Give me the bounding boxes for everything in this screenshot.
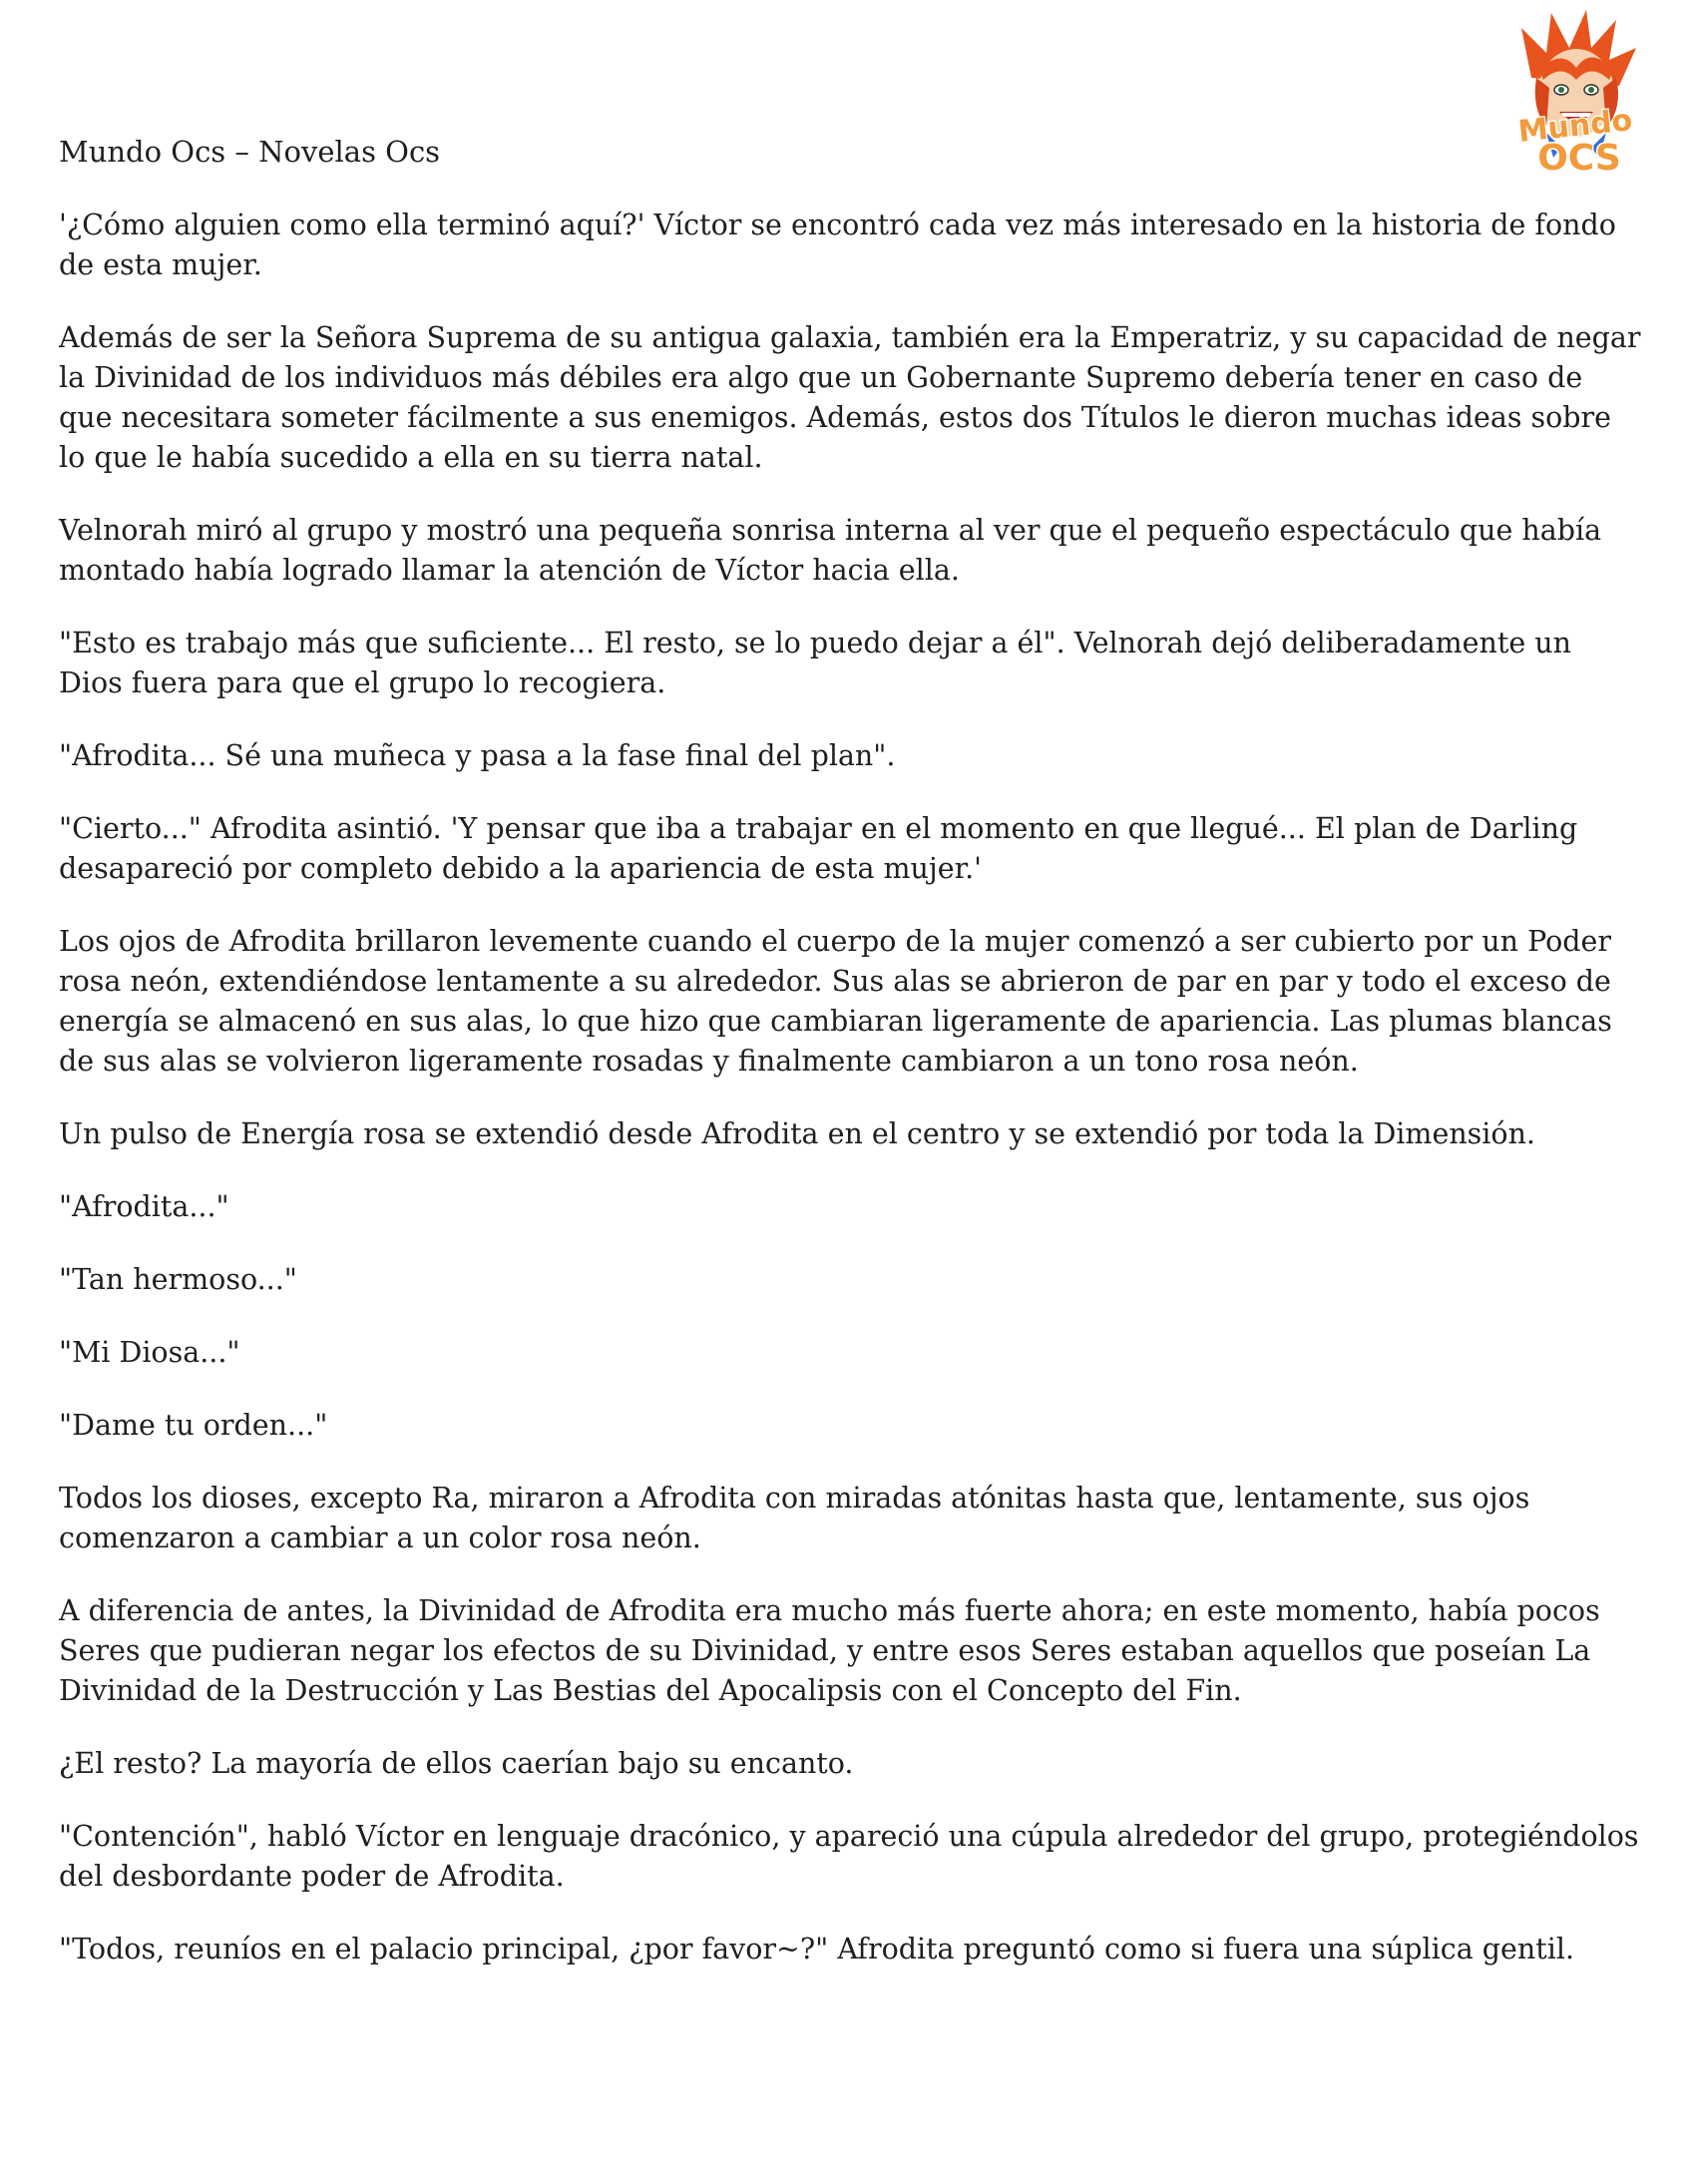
paragraph: Todos los dioses, excepto Ra, miraron a Afrodita con miradas atónitas hasta que, lentamente, sus ojos comenzaron a cambiar a un color rosa neón. bbox=[59, 1482, 1530, 1554]
paragraph: "Esto es trabajo más que suficiente... El resto, se lo puedo dejar a él". Velnorah dejó deliberadamente un Dios fuera para que el grupo lo recogiera. bbox=[59, 627, 1571, 699]
paragraph: "Afrodita..." bbox=[59, 1190, 229, 1223]
paragraph: "Cierto..." Afrodita asintió. 'Y pensar que iba a trabajar en el momento en que llegué... El plan de Darling desapareció por completo debido a la apariencia de esta mujer.' bbox=[59, 812, 1578, 885]
mundo-ocs-logo bbox=[1491, 8, 1661, 183]
document-header: Mundo Ocs – Novelas Ocs bbox=[59, 135, 441, 169]
paragraph: ¿El resto? La mayoría de ellos caerían bajo su encanto. bbox=[59, 1747, 854, 1780]
paragraph: "Afrodita... Sé una muñeca y pasa a la fase final del plan". bbox=[59, 739, 896, 772]
paragraph: Velnorah miró al grupo y mostró una pequeña sonrisa interna al ver que el pequeño espectáculo que había montado había logrado llamar la atención de Víctor hacia ella. bbox=[59, 514, 1602, 587]
paragraph: '¿Cómo alguien como ella terminó aquí?' Víctor se encontró cada vez más interesado en la historia de fondo de esta mujer. bbox=[59, 209, 1616, 281]
paragraph: "Todos, reuníos en el palacio principal, ¿por favor~?" Afrodita preguntó como si fuera una súplica gentil. bbox=[59, 1933, 1575, 1966]
mascot-logo-icon bbox=[1491, 8, 1661, 183]
paragraph: Además de ser la Señora Suprema de su antigua galaxia, también era la Emperatriz, y su capacidad de negar la Divinidad de los individuos más débiles era algo que un Gobernante Supremo debería tener en caso de que necesitara someter fácilmente a sus enemigos. Además, estos dos Títulos le dieron muchas ideas sobre lo que le había sucedido a ella en su tierra natal. bbox=[59, 321, 1641, 474]
paragraph: "Tan hermoso..." bbox=[59, 1263, 297, 1296]
paragraph: "Dame tu orden..." bbox=[59, 1409, 328, 1442]
paragraph: Un pulso de Energía rosa se extendió desde Afrodita en el centro y se extendió por toda la Dimensión. bbox=[59, 1117, 1535, 1150]
paragraph: Los ojos de Afrodita brillaron levemente cuando el cuerpo de la mujer comenzó a ser cubierto por un Poder rosa neón, extendiéndose lentamente a su alrededor. Sus alas se abrieron de par en par y todo el exceso de energía se almacenó en sus alas, lo que hizo que cambiaran ligeramente de apariencia. Las plumas blancas de sus alas se volvieron ligeramente rosadas y finalmente cambiaron a un tono rosa neón. bbox=[59, 925, 1612, 1078]
paragraph: A diferencia de antes, la Divinidad de Afrodita era mucho más fuerte ahora; en este momento, había pocos Seres que pudieran negar los efectos de su Divinidad, y entre esos Seres estaban aquellos que poseían La Divinidad de la Destrucción y Las Bestias del Apocalipsis con el Concepto del Fin. bbox=[59, 1594, 1600, 1707]
paragraph: "Mi Diosa..." bbox=[59, 1336, 240, 1369]
logo-text-top: Mundo bbox=[1516, 103, 1634, 150]
paragraph: "Contención", habló Víctor en lenguaje dracónico, y apareció una cúpula alrededor del grupo, protegiéndolos del desbordante poder de Afrodita. bbox=[59, 1820, 1639, 1893]
document-body bbox=[59, 206, 1641, 2002]
logo-text-bottom: OCS bbox=[1537, 138, 1621, 179]
